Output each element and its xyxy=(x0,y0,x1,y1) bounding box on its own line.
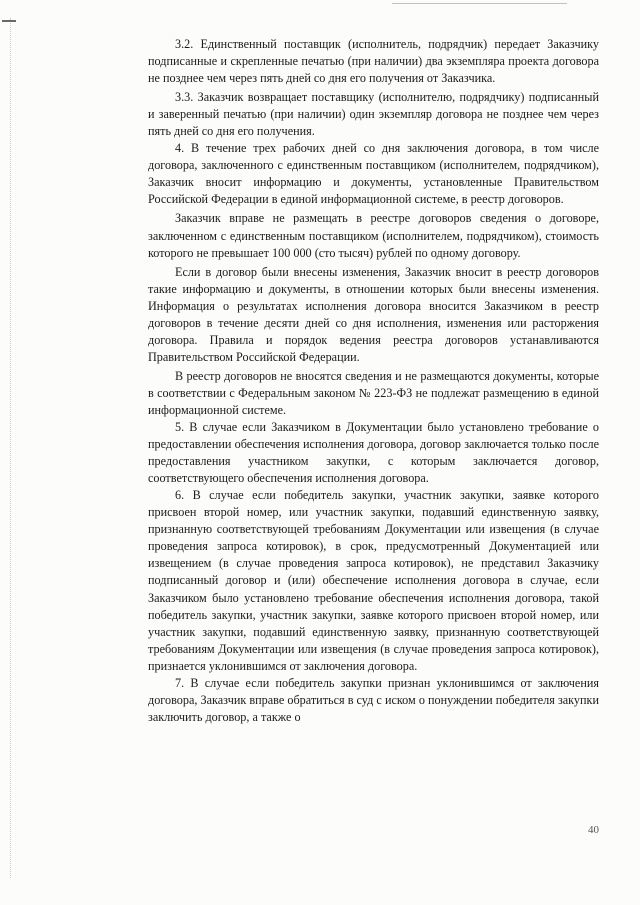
paragraph-7: 7. В случае если победитель закупки признан уклонившимся от заключения договора, Заказчик вправе обратиться в суд с иском о понуждении победителя закупки заключить договор, а также о xyxy=(148,675,599,724)
paragraph-3-3: 3.3. Заказчик возвращает поставщику (исполнителю, подрядчику) подписанный и заверенный печатью (при наличии) один экземпляр договора не позднее чем через пять дней со дня его получения. xyxy=(148,90,599,139)
binding-mark xyxy=(2,20,16,22)
paragraph-3-2: 3.2. Единственный поставщик (исполнитель, подрядчик) передает Заказчику подписанные и скрепленные печатью (при наличии) два экземпляра проекта договора не позднее чем через пять дней со дня его получения от Заказчика. xyxy=(148,37,599,86)
paragraph-4: 4. В течение трех рабочих дней со дня заключения договора, в том числе договора, заключенного с единственным поставщиком (исполнителем, подрядчиком), Заказчик вносит информацию и документы, установленные Правительством Российской Федерации в единой информационной системе, в реестр договоров. xyxy=(148,141,599,207)
header-rule xyxy=(392,3,567,4)
paragraph-4-not-included: В реестр договоров не вносятся сведения и не размещаются документы, которые в соответствии с Федеральным законом № 223-ФЗ не подлежат размещению в единой информационной системе. xyxy=(148,368,599,417)
body-text xyxy=(148,36,599,726)
page-number: 40 xyxy=(588,824,599,836)
paragraph-5: 5. В случае если Заказчиком в Документации было установлено требование о предоставлении обеспечения исполнения договора, договор заключается только после предоставления участником закупки, с которым заключается договор, соответствующего обеспечения исполнения договора. xyxy=(148,420,599,486)
binding-edge xyxy=(10,18,12,878)
paragraph-6: 6. В случае если победитель закупки, участник закупки, заявке которого присвоен второй номер, или участник закупки, подавший единственную заявку, признанную соответствующей требованиям Документации или извещения (в случае проведения запроса котировок), в срок, предусмотренный Документацией или извещением (в случае проведения запроса котировок), не представил Заказчику подписанный договор и (или) обеспечение исполнения договора в случае, если Заказчиком было установлено требование обеспечения исполнения договора, такой победитель закупки, участник закупки, заявке которого присвоен второй номер, или участник закупки, подавший единственную заявку, признанную соответствующей требованиям Документации или извещения (в случае проведения запроса котировок), признается уклонившимся от заключения договора. xyxy=(148,488,599,673)
paragraph-4-changes: Если в договор были внесены изменения, Заказчик вносит в реестр договоров такие информацию и документы, в отношении которых были внесены изменения. Информация о результатах исполнения договора вносится Заказчиком в реестр договоров в течение десяти дней со дня исполнения, изменения или расторжения договора. Правила и порядок ведения реестра договоров устанавливаются Правительством Российской Федерации. xyxy=(148,264,599,364)
paragraph-4-exception: Заказчик вправе не размещать в реестре договоров сведения о договоре, заключенном с единственным поставщиком (исполнителем, подрядчиком), стоимость которого не превышает 100 000 (сто тысяч) рублей по одному договору. xyxy=(148,211,599,260)
